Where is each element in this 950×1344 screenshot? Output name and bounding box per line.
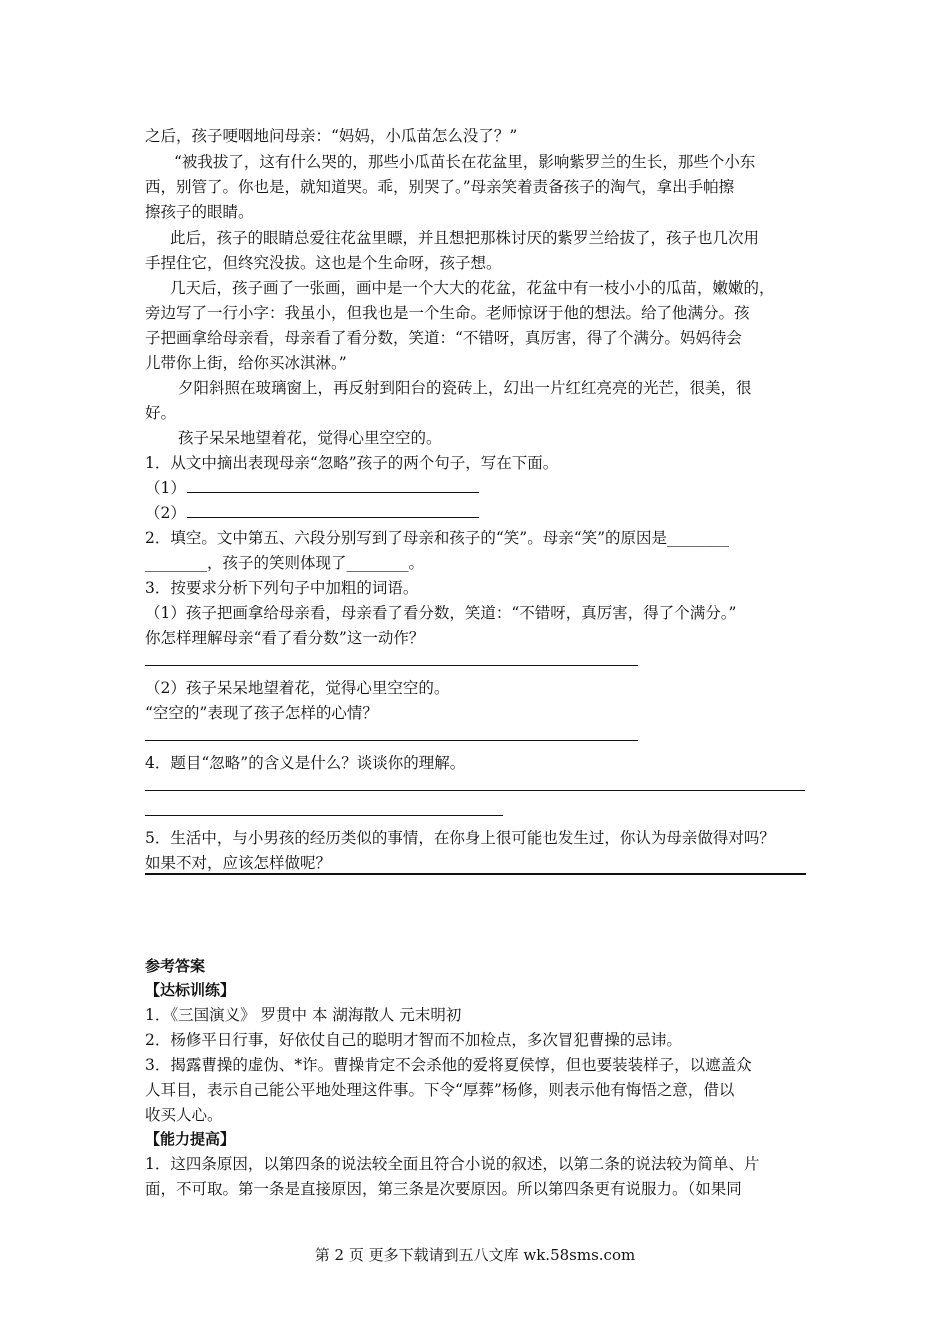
passage-line: “被我拔了，这有什么哭的，那些小瓜苗长在花盆里，影响紫罗兰的生长，那些个小东 [174, 153, 756, 171]
answer-line: 1．《三国演义》 罗贯中 本 湖海散人 元末明初 [145, 1006, 462, 1024]
answer-blank-line[interactable] [145, 790, 805, 791]
passage-line: 子把画拿给母亲看，母亲看了看分数，笑道：“不错呀，真厉害，得了个满分。妈妈待会 [145, 329, 742, 347]
question-4: 4．题目“忽略”的含义是什么？谈谈你的理解。 [145, 754, 466, 772]
question-5-line: 如果不对，应该怎样做呢？ [145, 854, 332, 872]
question-3-sub-1-prompt: 你怎样理解母亲“看了看分数”这一动作？ [145, 629, 425, 647]
passage-line: 几天后，孩子画了一张画，画中是一个大大的花盆，花盆中有一枝小小的瓜苗，嫩嫩的， [170, 279, 775, 297]
answers-section-heading: 【能力提高】 [145, 1130, 236, 1148]
question-3-sub-2-prompt: “空空的”表现了孩子怎样的心情？ [145, 704, 378, 722]
passage-line: 儿带你上街，给你买冰淇淋。” [145, 354, 347, 372]
answer-line: 收买人心。 [145, 1106, 223, 1124]
passage-line: 夕阳斜照在玻璃窗上，再反射到阳台的瓷砖上，幻出一片红红亮亮的光芒，很美，很 [178, 379, 752, 397]
question-2-line: ________，孩子的笑则体现了________。 [145, 554, 425, 572]
question-3-sub-1: （1）孩子把画拿给母亲看，母亲看了看分数，笑道：“不错呀，真厉害，得了个满分。” [145, 604, 737, 622]
answer-line: 1．这四条原因，以第四条的说法较全面且符合小说的叙述，以第二条的说法较为简单、片 [145, 1155, 760, 1173]
question-3: 3．按要求分析下列句子中加粗的词语。 [145, 579, 419, 597]
answers-heading: 参考答案 [145, 957, 206, 975]
passage-line: 旁边写了一行小字：我虽小，但我也是一个生命。老师惊讶于他的想法。给了他满分。孩 [145, 304, 750, 322]
answer-blank-line[interactable] [187, 517, 479, 518]
passage-line: 好。 [145, 404, 177, 422]
question-2-line: 2．填空。文中第五、六段分别写到了母亲和孩子的“笑”。母亲“笑”的原因是________ [145, 529, 730, 547]
section-divider [145, 873, 806, 875]
passage-line: 此后，孩子的眼睛总爱往花盆里瞟，并且想把那株讨厌的紫罗兰给拔了，孩子也几次用 [170, 229, 760, 247]
answer-line: 面，不可取。第一条是直接原因，第三条是次要原因。所以第四条更有说服力。（如果同 [145, 1180, 742, 1198]
question-5-line: 5．生活中，与小男孩的经历类似的事情，在你身上很可能也发生过，你认为母亲做得对吗？ [145, 829, 775, 847]
answer-line: 人耳目，表示自己能公平地处理这件事。下令“厚葬”杨修，则表示他有悔悟之意，借以 [145, 1081, 735, 1099]
answer-line: 2．杨修平日行事，好依仗自己的聪明才智而不加检点，多次冒犯曹操的忌讳。 [145, 1031, 682, 1049]
answer-blank-line[interactable] [145, 665, 638, 666]
passage-line: 手捏住它，但终究没拔。这也是个生命呀，孩子想。 [145, 254, 502, 272]
question-1-label-1: （1） [145, 479, 186, 497]
passage-line: 孩子呆呆地望着花，觉得心里空空的。 [178, 429, 442, 447]
answer-blank-line[interactable] [145, 740, 638, 741]
question-1: 1．从文中摘出表现母亲“忽略”孩子的两个句子，写在下面。 [145, 454, 559, 472]
question-3-sub-2: （2）孩子呆呆地望着花，觉得心里空空的。 [145, 679, 450, 697]
answer-line: 3．揭露曹操的虚伪、*诈。曹操肯定不会杀他的爱将夏侯惇，但也要装装样子，以遮盖众 [145, 1056, 752, 1074]
answer-blank-line[interactable] [145, 815, 503, 816]
answer-blank-line[interactable] [187, 492, 479, 493]
page-footer: 第 2 页 更多下载请到五八文库 wk.58sms.com [314, 1246, 636, 1264]
question-1-label-2: （2） [145, 504, 186, 522]
answers-section-heading: 【达标训练】 [145, 981, 236, 999]
passage-line: 之后，孩子哽咽地问母亲：“妈妈，小瓜苗怎么没了？” [145, 127, 518, 145]
passage-line: 西，别管了。你也是，就知道哭。乖，别哭了。”母亲笑着责备孩子的淘气，拿出手帕擦 [145, 178, 735, 196]
passage-line: 擦孩子的眼睛。 [145, 203, 254, 221]
